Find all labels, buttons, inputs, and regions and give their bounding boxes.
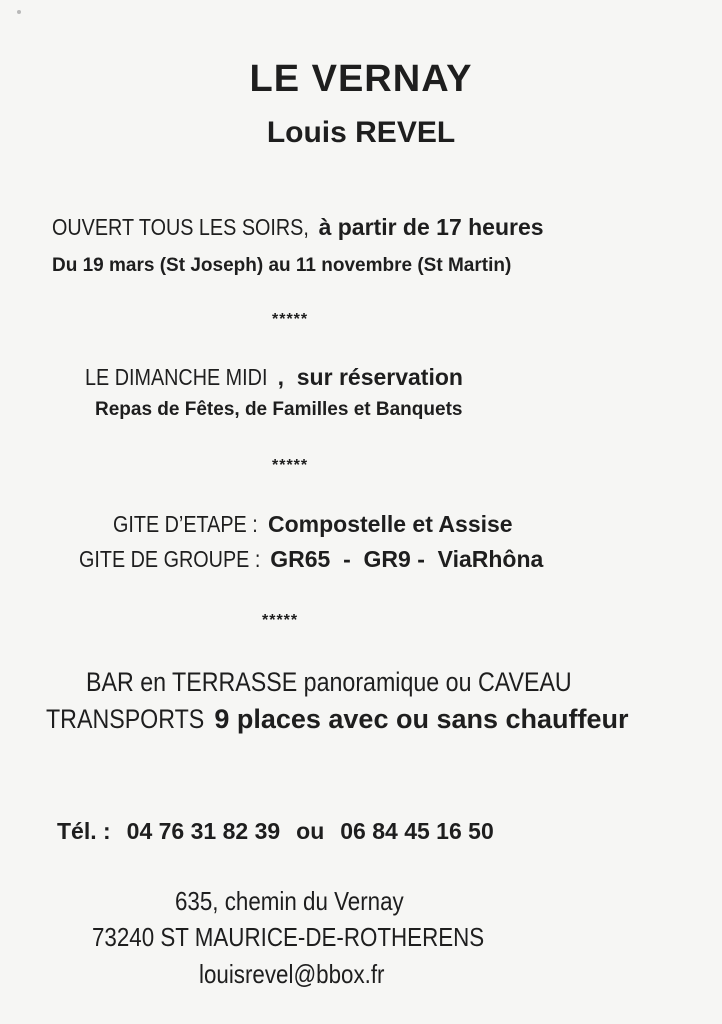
sunday-meals: Repas de Fêtes, de Familles et Banquets <box>95 399 463 420</box>
transports-label: TRANSPORTS <box>46 704 205 734</box>
address-city: 73240 ST MAURICE-DE-ROTHERENS <box>92 922 485 952</box>
address-line-2 <box>92 924 494 950</box>
separator-1: ***** <box>272 311 309 328</box>
gite-etape-line <box>113 513 513 536</box>
opening-time: à partir de 17 heures <box>318 214 544 240</box>
scan-speck <box>17 10 21 14</box>
email-line <box>199 961 394 987</box>
transports-value: 9 places avec ou sans chauffeur <box>214 704 629 734</box>
sunday-line <box>85 366 463 389</box>
bar-line <box>86 669 582 696</box>
email-address[interactable]: louisrevel@bbox.fr <box>199 959 385 989</box>
address-line-1 <box>175 888 414 914</box>
phone-number-2[interactable]: 06 84 45 16 50 <box>340 818 494 844</box>
sunday-comma: , <box>277 364 284 390</box>
address-street: 635, chemin du Vernay <box>175 886 404 916</box>
page-title: LE VERNAY <box>249 58 473 100</box>
phone-number-1[interactable]: 04 76 31 82 39 <box>126 818 281 844</box>
phone-line <box>57 820 494 843</box>
separator-3: ***** <box>262 612 299 629</box>
gite-groupe-line <box>79 548 543 571</box>
gite-etape-value: Compostelle et Assise <box>268 511 513 537</box>
owner-name: Louis REVEL <box>266 116 456 149</box>
tel-label: Tél. : <box>57 818 111 844</box>
gite-groupe-label: GITE DE GROUPE : <box>79 546 261 572</box>
gite-etape-label: GITE D’ETAPE : <box>113 511 258 537</box>
gite-groupe-value: GR65 - GR9 - ViaRhôna <box>270 546 544 572</box>
bar-text: BAR en TERRASSE panoramique ou CAVEAU <box>86 667 572 697</box>
separator-2: ***** <box>272 457 309 474</box>
sunday-reservation: sur réservation <box>296 364 463 390</box>
sunday-label: LE DIMANCHE MIDI <box>85 364 268 390</box>
opening-hours-line <box>52 216 544 239</box>
transports-line <box>46 706 629 733</box>
opening-dates: Du 19 mars (St Joseph) au 11 novembre (St Martin) <box>52 255 512 276</box>
phone-or: ou <box>296 818 325 844</box>
opening-label: OUVERT TOUS LES SOIRS, <box>52 214 309 240</box>
